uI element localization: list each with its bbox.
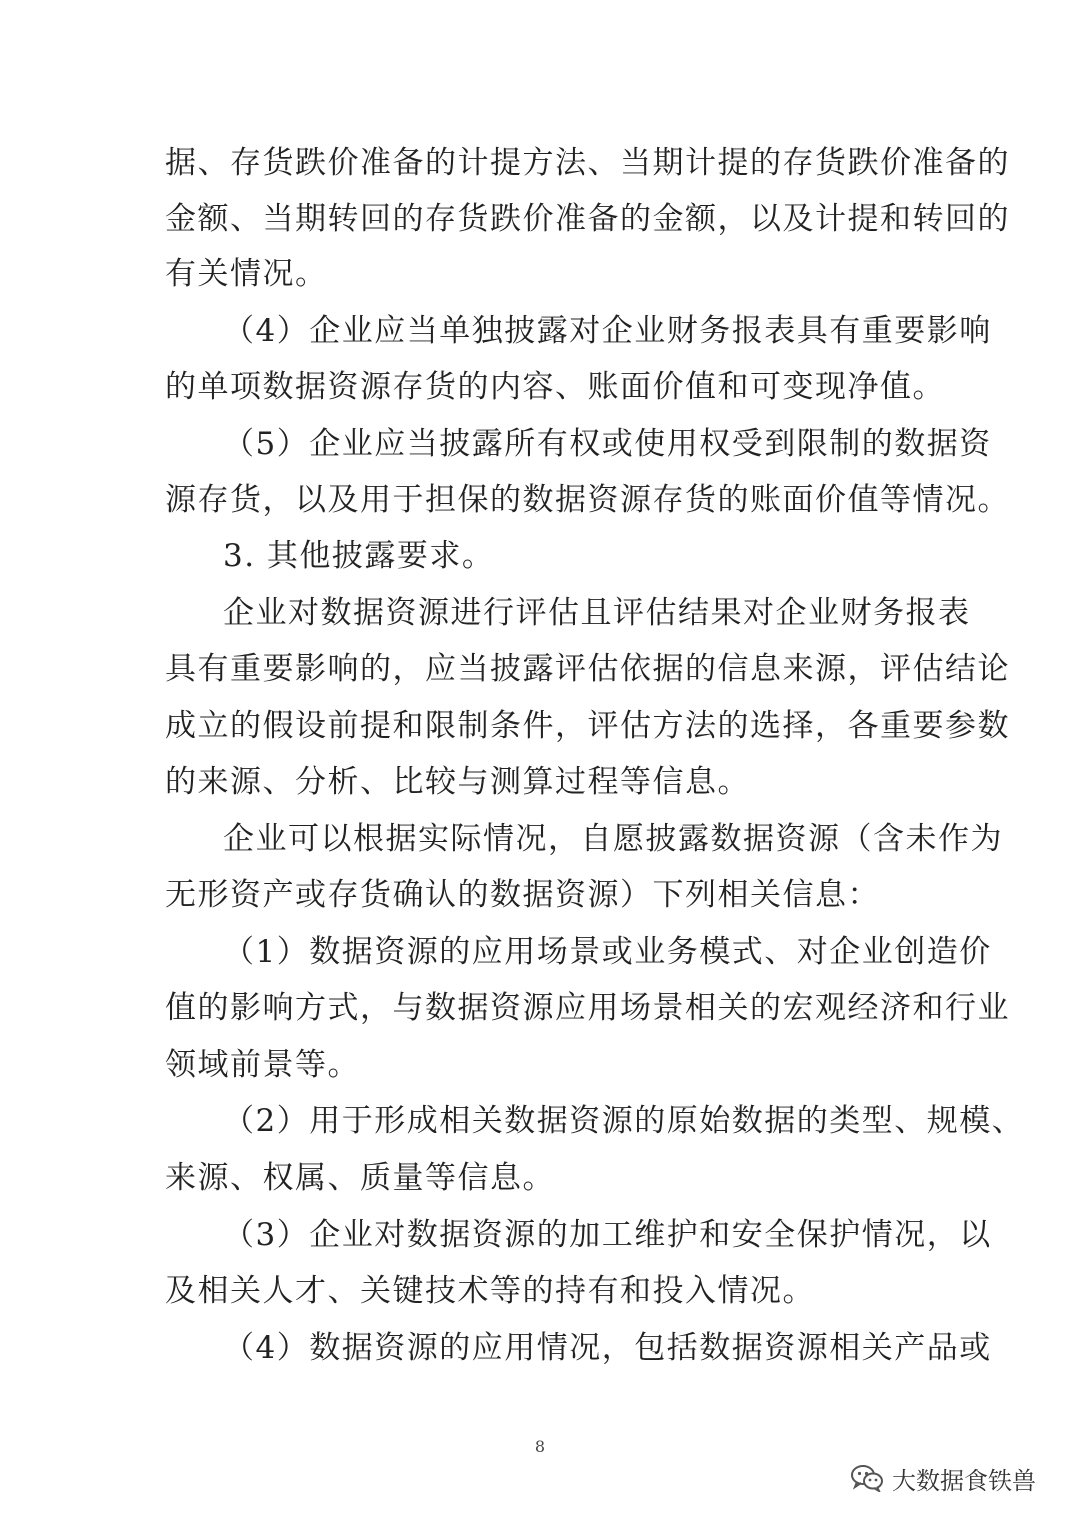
wechat-icon bbox=[850, 1464, 884, 1492]
text-line: 值的影响方式，与数据资源应用场景相关的宏观经济和行业 bbox=[165, 990, 1010, 1026]
text-line: （4）企业应当单独披露对企业财务报表具有重要影响 bbox=[223, 313, 992, 349]
text-line: 来源、权属、质量等信息。 bbox=[165, 1160, 555, 1196]
text-line: （5）企业应当披露所有权或使用权受到限制的数据资 bbox=[223, 426, 992, 462]
text-line: 的来源、分析、比较与测算过程等信息。 bbox=[165, 764, 750, 800]
text-line: 具有重要影响的，应当披露评估依据的信息来源，评估结论 bbox=[165, 651, 1010, 687]
text-line: 源存货，以及用于担保的数据资源存货的账面价值等情况。 bbox=[165, 482, 1010, 518]
text-line: 的单项数据资源存货的内容、账面价值和可变现净值。 bbox=[165, 369, 945, 405]
text-line: （3）企业对数据资源的加工维护和安全保护情况，以 bbox=[223, 1217, 992, 1253]
text-line: 有关情况。 bbox=[165, 256, 328, 292]
text-line: 金额、当期转回的存货跌价准备的金额，以及计提和转回的 bbox=[165, 201, 1010, 237]
text-line: 企业对数据资源进行评估且评估结果对企业财务报表 bbox=[223, 595, 971, 631]
text-line: 成立的假设前提和限制条件，评估方法的选择，各重要参数 bbox=[165, 708, 1010, 744]
text-line: 领域前景等。 bbox=[165, 1047, 360, 1083]
text-line: 据、存货跌价准备的计提方法、当期计提的存货跌价准备的 bbox=[165, 145, 1010, 181]
section-heading: 3. 其他披露要求。 bbox=[223, 538, 495, 574]
text-line: 企业可以根据实际情况，自愿披露数据资源（含未作为 bbox=[223, 821, 1003, 857]
watermark-text: 大数据食铁兽 bbox=[892, 1466, 1036, 1495]
text-line: 无形资产或存货确认的数据资源）下列相关信息： bbox=[165, 877, 880, 913]
text-line: 及相关人才、关键技术等的持有和投入情况。 bbox=[165, 1273, 815, 1309]
text-line: （1）数据资源的应用场景或业务模式、对企业创造价 bbox=[223, 934, 992, 970]
text-line: （4）数据资源的应用情况，包括数据资源相关产品或 bbox=[223, 1330, 992, 1366]
text-line: （2）用于形成相关数据资源的原始数据的类型、规模、 bbox=[223, 1103, 1025, 1139]
page-number: 8 bbox=[534, 1437, 546, 1456]
watermark bbox=[850, 1460, 1036, 1496]
